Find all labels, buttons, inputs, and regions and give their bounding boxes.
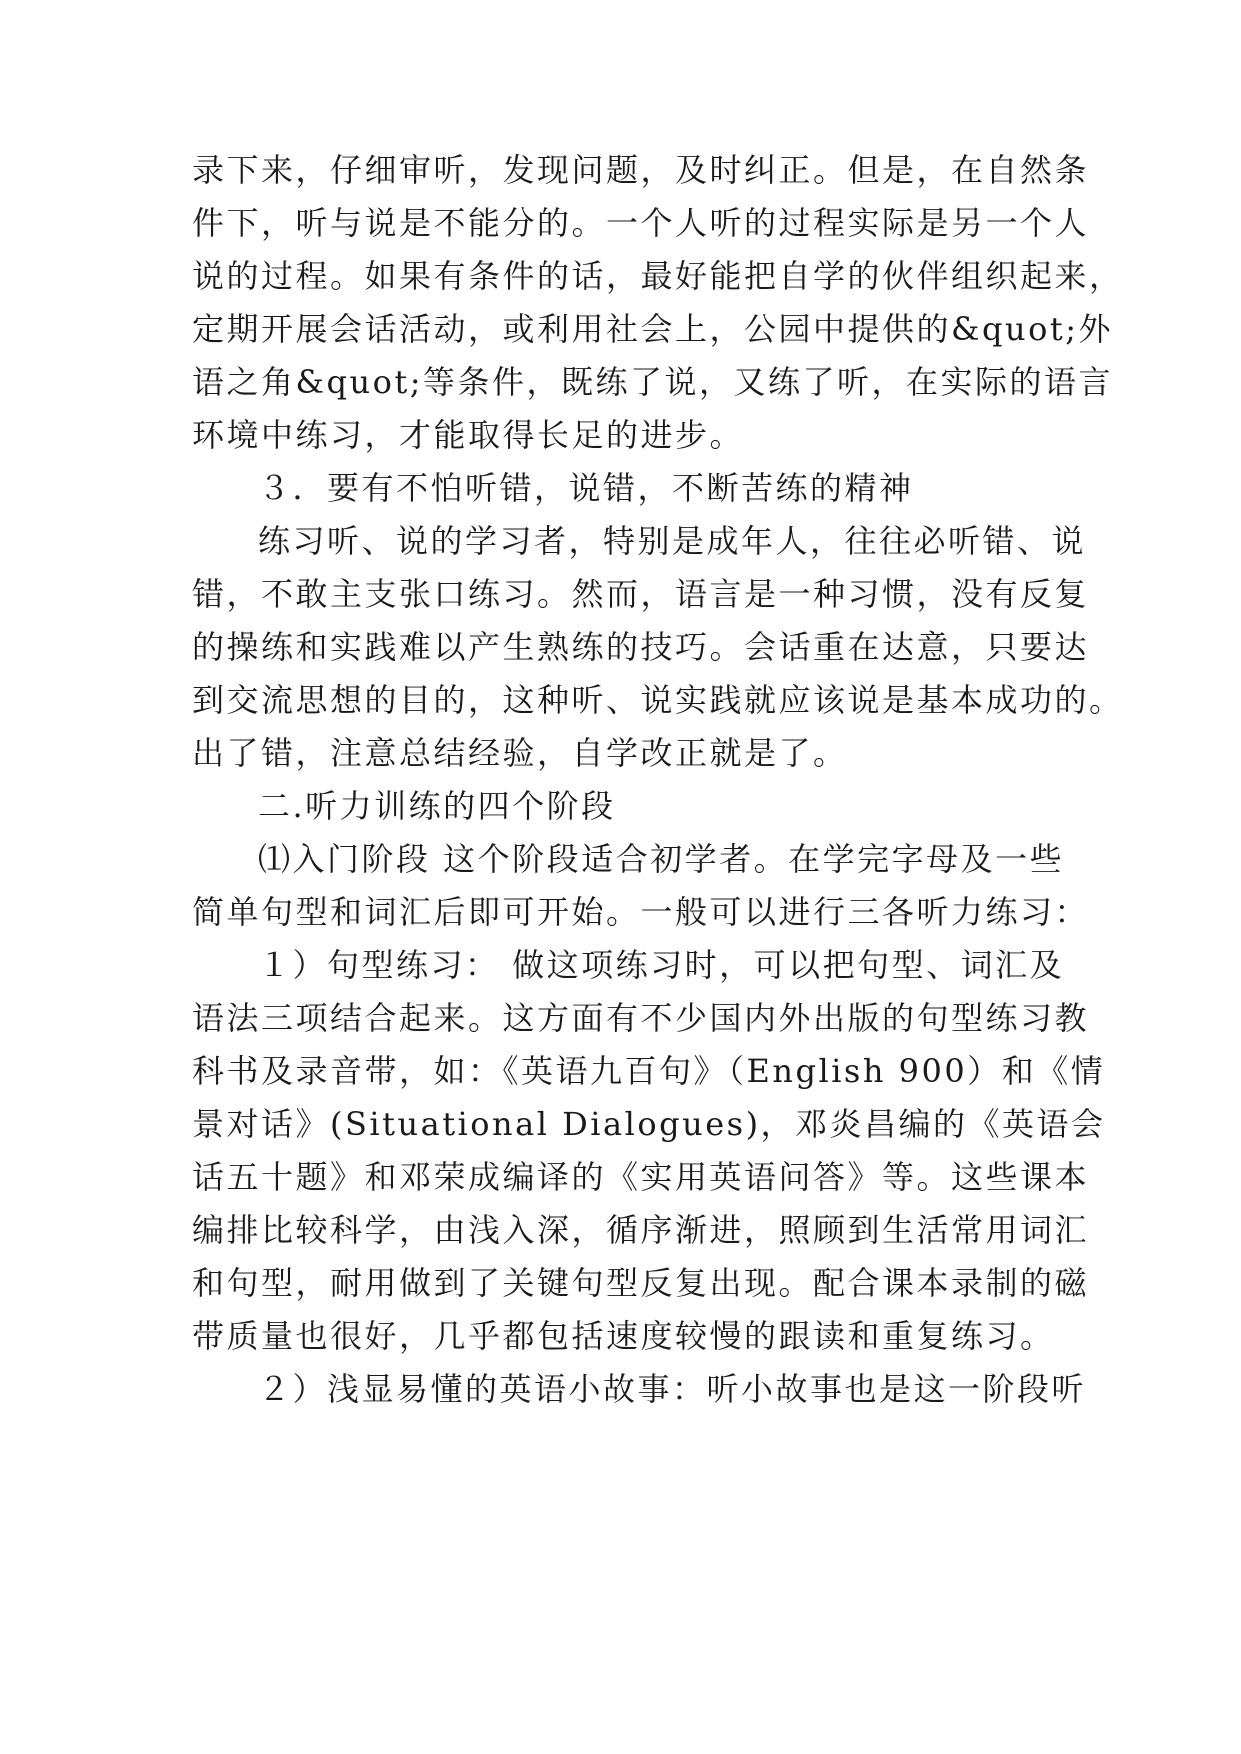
section-heading: 二.听力训练的四个阶段	[258, 787, 616, 825]
paragraph-line: 带质量也很好，几乎都包括速度较慢的跟读和重复练习。	[192, 1317, 1055, 1355]
paragraph-line: 编排比较科学，由浅入深，循序渐进，照顾到生活常用词汇	[192, 1211, 1090, 1249]
paragraph-line: 错，不敢主支张口练习。然而，语言是一种习惯，没有反复	[192, 575, 1090, 613]
paragraph-line: 话五十题》和邓荣成编译的《实用英语问答》等。这些课本	[192, 1158, 1090, 1196]
paragraph-line: 简单句型和词汇后即可开始。一般可以进行三各听力练习：	[192, 893, 1090, 931]
paragraph-line: 语之角&quot;等条件，既练了说，又练了听，在实际的语言	[192, 363, 1113, 401]
paragraph-line: 环境中练习，才能取得长足的进步。	[192, 416, 745, 454]
paragraph-line: 科书及录音带，如：《英语九百句》（English 900）和《情	[192, 1052, 1106, 1090]
paragraph-line: ２）浅显易懂的英语小故事：听小故事也是这一阶段听	[258, 1370, 1087, 1408]
paragraph-line: 出了错，注意总结经验，自学改正就是了。	[192, 734, 848, 772]
paragraph-line: 练习听、说的学习者，特别是成年人，往往必听错、说	[258, 522, 1087, 560]
paragraph-line: 到交流思想的目的，这种听、说实践就应该说是基本成功的。	[192, 681, 1124, 719]
paragraph-line: 件下，听与说是不能分的。一个人听的过程实际是另一个人	[192, 204, 1090, 242]
paragraph-line: ⑴入门阶段 这个阶段适合初学者。在学完字母及一些	[258, 840, 1065, 878]
paragraph-line: 的操练和实践难以产生熟练的技巧。会话重在达意，只要达	[192, 628, 1090, 666]
paragraph-line: 说的过程。如果有条件的话，最好能把自学的伙伴组织起来，	[192, 257, 1124, 295]
paragraph-line: １）句型练习： 做这项练习时，可以把句型、词汇及	[258, 946, 1065, 984]
paragraph-line: 和句型，耐用做到了关键句型反复出现。配合课本录制的磁	[192, 1264, 1090, 1302]
paragraph-line: 景对话》(Situational Dialogues)，邓炎昌编的《英语会	[192, 1105, 1106, 1143]
section-heading: ３．要有不怕听错，说错，不断苦练的精神	[258, 469, 914, 507]
paragraph-line: 语法三项结合起来。这方面有不少国内外出版的句型练习教	[192, 999, 1090, 1037]
paragraph-line: 定期开展会话活动，或利用社会上，公园中提供的&quot;外	[192, 310, 1113, 348]
paragraph-line: 录下来，仔细审听，发现问题，及时纠正。但是，在自然条	[192, 151, 1090, 189]
